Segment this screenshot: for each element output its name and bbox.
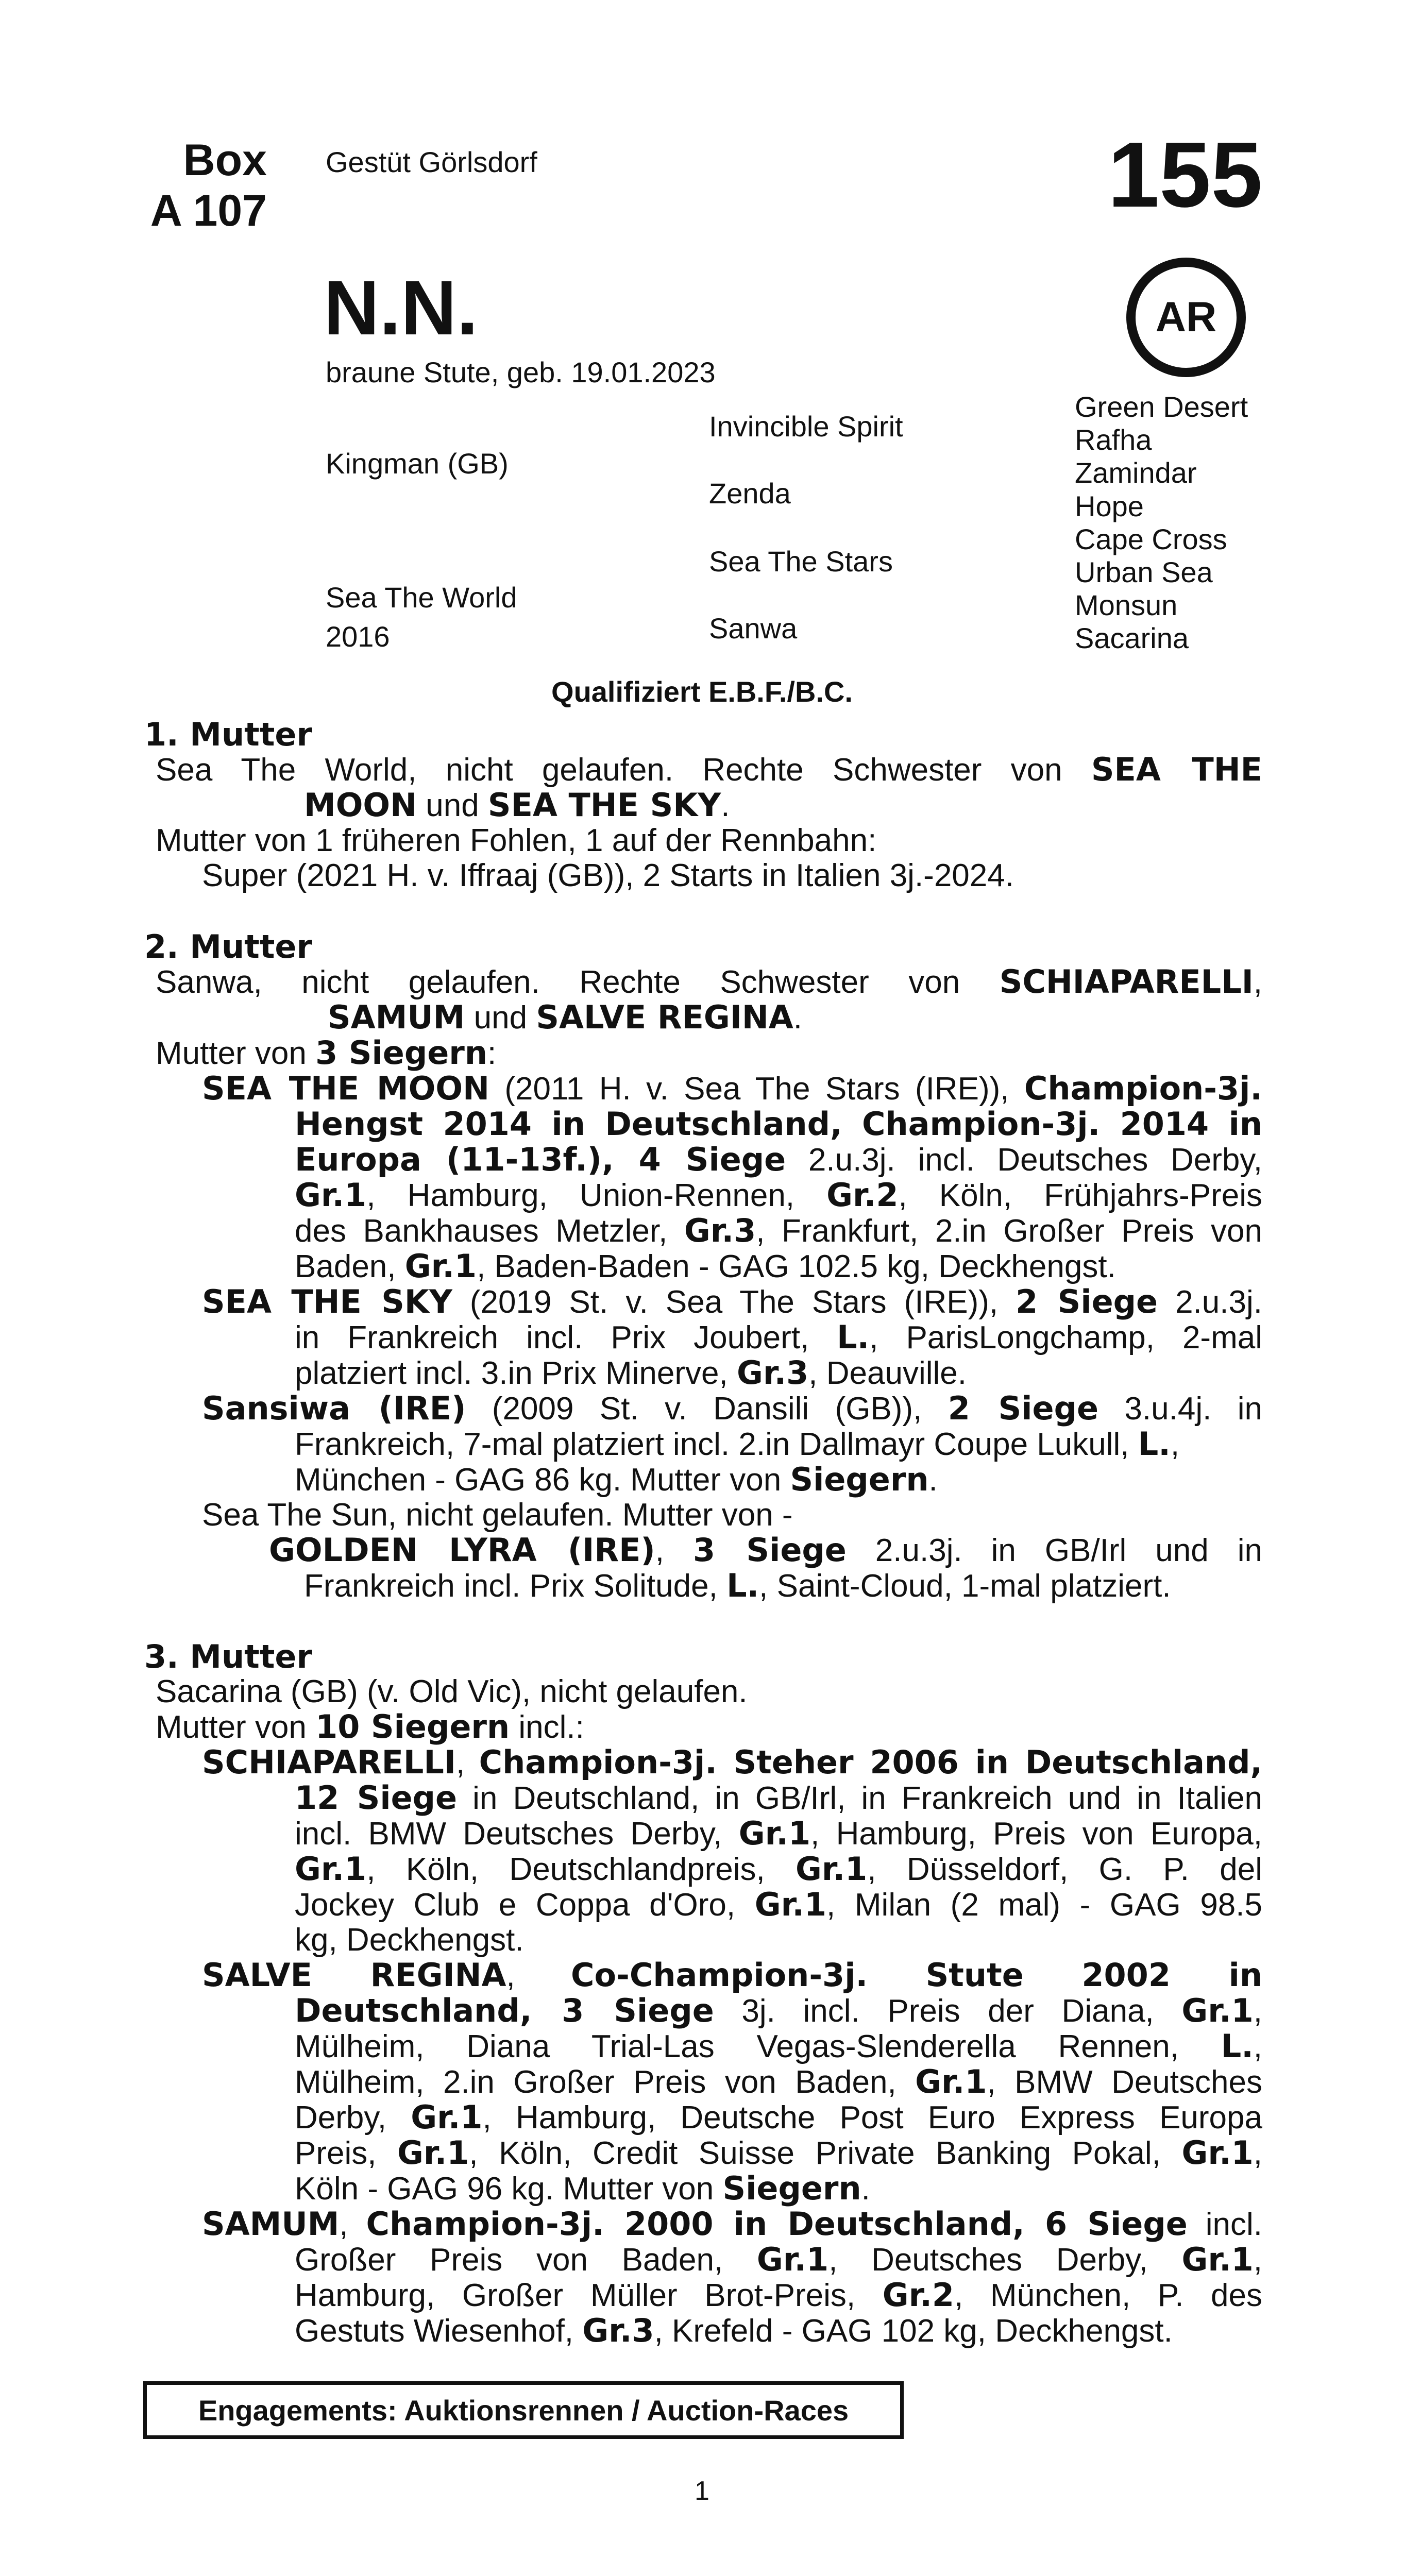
great-grandparent: Monsun	[1075, 589, 1178, 622]
pedigree-sire: Kingman (GB)	[326, 447, 509, 480]
page-number: 1	[695, 2476, 709, 2506]
lot-number: 155	[1108, 123, 1263, 227]
engagements-box	[143, 2381, 904, 2439]
section-title: 1. Mutter	[144, 716, 313, 753]
great-grandparent: Urban Sea	[1075, 556, 1213, 589]
progeny-name: SCHIAPARELLI	[202, 1743, 456, 1781]
sibling-name: SEA THE	[1091, 751, 1263, 788]
horse-name: N.N.	[324, 264, 478, 351]
progeny-entry: SEA THE SKY (2019 St. v. Sea The Stars (IRE)), 2 Siege 2.u.3j. in Frankreich incl. Prix Joubert, L., ParisLongchamp, 2-mal platziert incl. 3.in Prix Minerve, Gr.3, Deauville.	[202, 1283, 1262, 1392]
text-line: SAMUM und SALVE REGINA.	[328, 998, 802, 1036]
box-label	[144, 135, 267, 236]
section-title: 3. Mutter	[144, 1638, 313, 1675]
produce-line: Mutter von 3 Siegern:	[156, 1034, 497, 1072]
pedigree-dam-year: 2016	[326, 620, 390, 653]
qualification: Qualifiziert E.B.F./B.C.	[551, 675, 853, 708]
progeny-entry: SCHIAPARELLI, Champion-3j. Steher 2006 in Deutschland, 12 Siege in Deutschland, in GB/Irl, in Frankreich und in Italien incl. BMW Deutsches Derby, Gr.1, Hamburg, Preis von Europa, Gr.1, Köln, Deutschlandpreis, Gr.1, Düsseldorf, G. P. del Jockey Club e Coppa d'Oro, Gr.1, Milan (2 mal) - GAG 98.5 kg, Deckhengst.	[202, 1743, 1263, 1958]
first-dam-section	[144, 717, 1262, 893]
text-line: Sacarina (GB) (v. Old Vic), nicht gelaufen.	[156, 1674, 748, 1709]
sibling-name: MOON	[304, 786, 417, 824]
produce-line: Mutter von 10 Siegern incl.:	[156, 1708, 584, 1745]
progeny-name: GOLDEN LYRA (IRE)	[269, 1531, 655, 1569]
sibling-name: SALVE REGINA	[536, 998, 793, 1036]
text-line: Sanwa, nicht gelaufen. Rechte Schwester von SCHIAPARELLI,	[156, 963, 1263, 1001]
pedigree-dam: Sea The World	[326, 581, 517, 614]
progeny-entry: Sea The Sun, nicht gelaufen. Mutter von - GOLDEN LYRA (IRE), 3 Siege 2.u.3j. in GB/Irl und in Frankreich incl. Prix Solitude, L., Saint-Cloud, 1-mal platziert.	[202, 1497, 1262, 1604]
progeny-name: SEA THE SKY	[202, 1283, 452, 1320]
progeny-name: SEA THE MOON	[202, 1070, 489, 1107]
sibling-name: SEA THE SKY	[487, 786, 721, 824]
horse-description: braune Stute, geb. 19.01.2023	[326, 356, 716, 388]
pedigree-sire-sire: Invincible Spirit	[709, 410, 903, 443]
third-dam-section	[144, 1639, 1262, 2349]
progeny-entry: SALVE REGINA, Co-Champion-3j. Stute 2002 in Deutschland, 3 Siege 3j. incl. Preis der Diana, Gr.1, Mülheim, Diana Trial-Las Vegas-Slenderella Rennen, L., Mülheim, 2.in Großer Preis von Baden, Gr.1, BMW Deutsches Derby, Gr.1, Hamburg, Deutsche Post Euro Express Europa Preis, Gr.1, Köln, Credit Suisse Private Banking Pokal, Gr.1, Köln - GAG 96 kg. Mutter von Siegern.	[202, 1956, 1263, 2207]
great-grandparent: Zamindar	[1075, 456, 1197, 489]
progeny-entry: SAMUM, Champion-3j. 2000 in Deutschland, 6 Siege incl. Großer Preis von Baden, Gr.1, Deutsches Derby, Gr.1, Hamburg, Großer Müller Brot-Preis, Gr.2, München, P. des Gestuts Wiesenhof, Gr.3, Krefeld - GAG 102 kg, Deckhengst.	[202, 2205, 1263, 2349]
ar-badge-label: AR	[1155, 294, 1217, 341]
text-line: MOON und SEA THE SKY.	[304, 786, 730, 824]
pedigree-great-grandparents	[1075, 391, 1248, 655]
box-number: A 107	[150, 186, 267, 235]
progeny-entry: Sansiwa (IRE) (2009 St. v. Dansili (GB)), 2 Siege 3.u.4j. in Frankreich, 7-mal platziert incl. 2.in Dallmayr Coupe Lukull, L., München - GAG 86 kg. Mutter von Siegern.	[202, 1389, 1262, 1498]
great-grandparent: Hope	[1075, 489, 1144, 522]
engagements-label: Engagements: Auktionsrennen / Auction-Races	[198, 2394, 849, 2427]
great-grandparent: Green Desert	[1075, 391, 1248, 423]
text-line: Sea The World, nicht gelaufen. Rechte Schwester von SEA THE	[156, 751, 1263, 788]
pedigree-sire-dam: Zenda	[709, 477, 791, 510]
second-dam-section	[144, 929, 1262, 1604]
great-grandparent: Rafha	[1075, 423, 1152, 456]
pedigree-dam-dam: Sanwa	[709, 612, 798, 645]
sibling-name: SCHIAPARELLI	[999, 963, 1254, 1001]
great-grandparent: Cape Cross	[1075, 522, 1227, 555]
progeny-name: Sansiwa (IRE)	[202, 1389, 466, 1427]
produce-line: Mutter von 1 früheren Fohlen, 1 auf der Rennbahn:	[156, 823, 877, 858]
stud-name: Gestüt Görlsdorf	[326, 146, 537, 178]
ar-badge	[1126, 258, 1246, 377]
progeny-name: SAMUM	[202, 2205, 340, 2243]
progeny-name: SALVE REGINA	[202, 1956, 506, 1994]
box-title: Box	[183, 135, 267, 185]
section-title: 2. Mutter	[144, 928, 313, 965]
foal-line: Super (2021 H. v. Iffraaj (GB)), 2 Starts in Italien 3j.-2024.	[202, 858, 1014, 893]
great-grandparent: Sacarina	[1075, 622, 1189, 655]
pedigree-dam-sire: Sea The Stars	[709, 545, 893, 578]
sibling-name: SAMUM	[328, 998, 465, 1036]
progeny-entry: SEA THE MOON (2011 H. v. Sea The Stars (IRE)), Champion-3j. Hengst 2014 in Deutschland, Champion-3j. 2014 in Europa (11-13f.), 4 Siege 2.u.3j. incl. Deutsches Derby, Gr.1, Hamburg, Union-Rennen, Gr.2, Köln, Frühjahrs-Preis des Bankhauses Metzler, Gr.3, Frankfurt, 2.in Großer Preis von Baden, Gr.1, Baden-Baden - GAG 102.5 kg, Deckhengst.	[202, 1070, 1263, 1285]
